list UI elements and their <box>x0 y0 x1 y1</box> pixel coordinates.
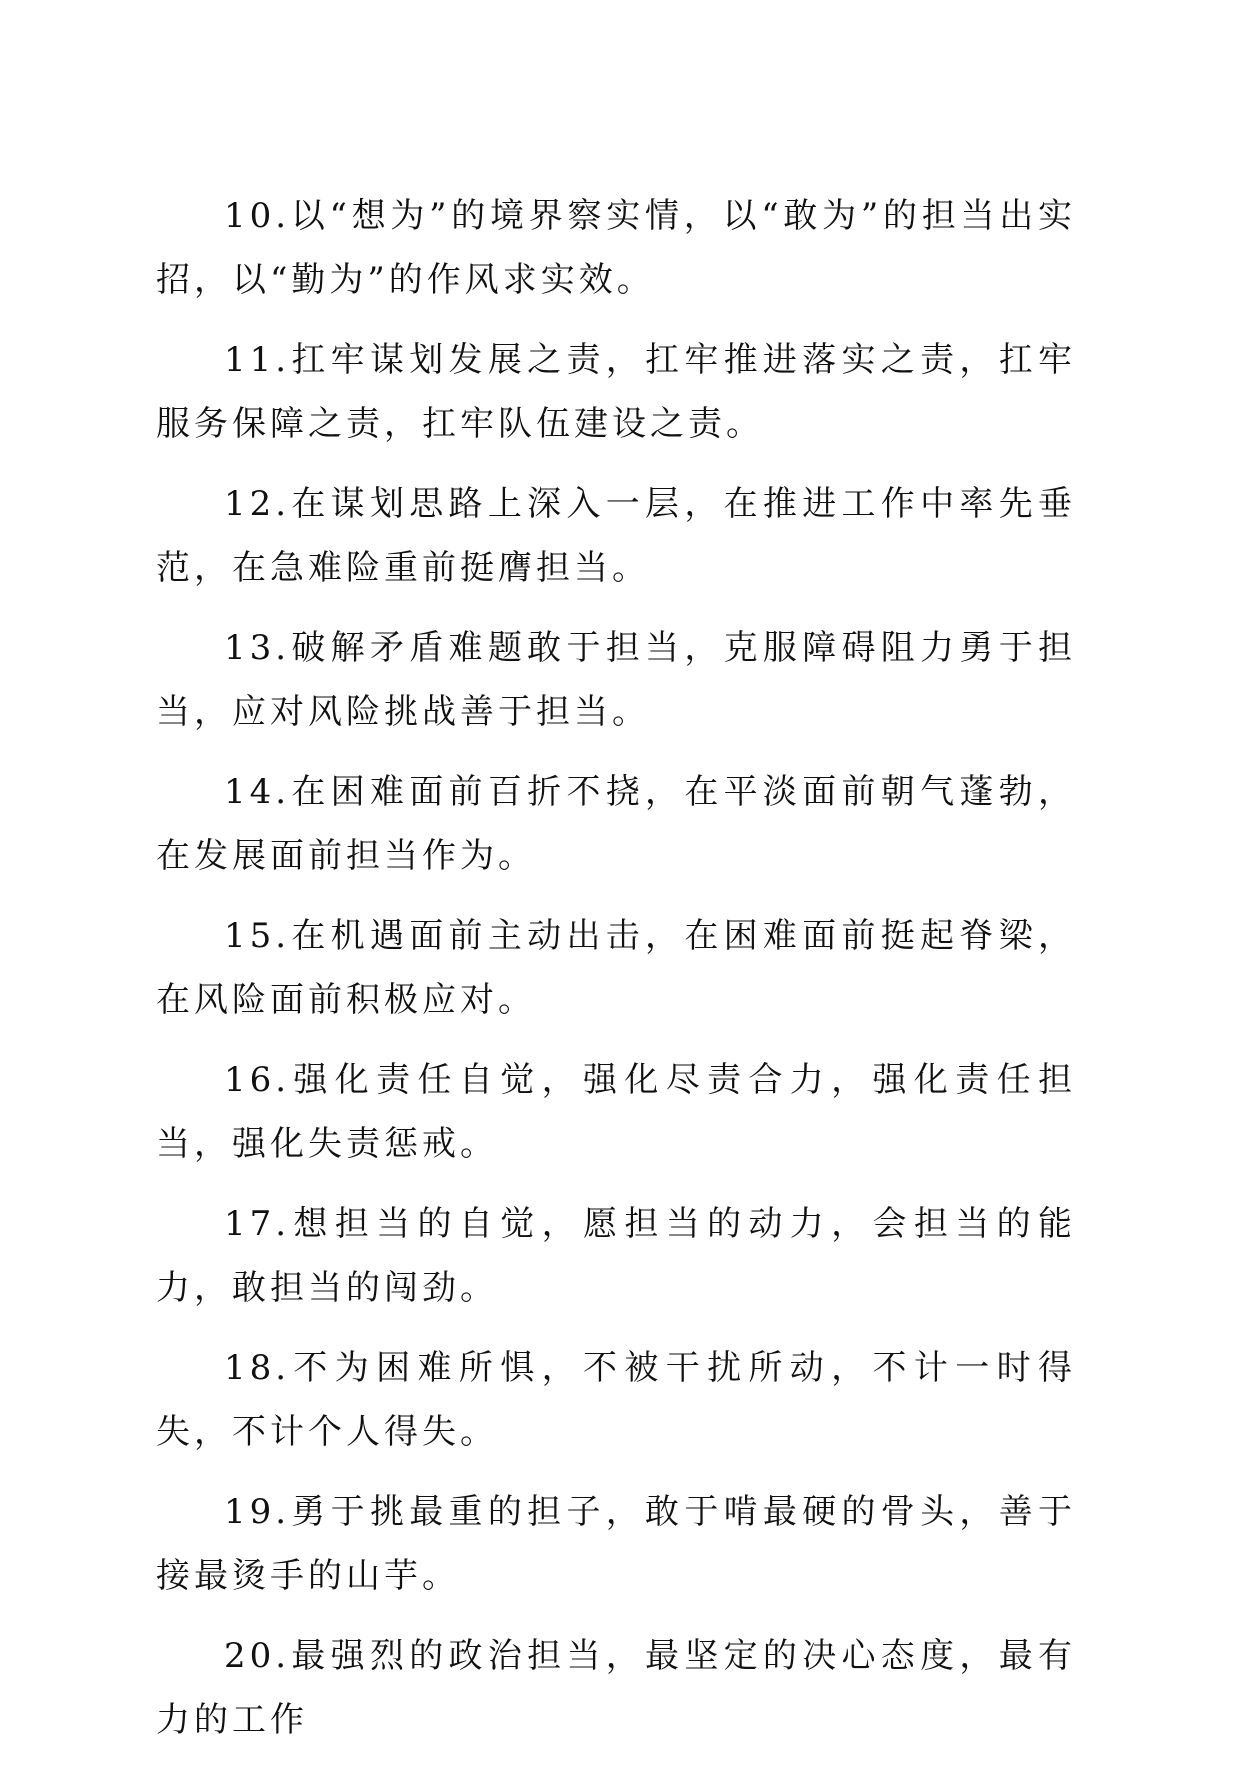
paragraph-19: 19.勇于挑最重的担子，敢于啃最硬的骨头，善于接最烫手的山芋。 <box>156 1492 1076 1596</box>
paragraph-16: 16.强化责任自觉，强化尽责合力，强化责任担当，强化失责惩戒。 <box>156 1060 1076 1164</box>
paragraph-12: 12.在谋划思路上深入一层，在推进工作中率先垂范，在急难险重前挺膺担当。 <box>156 484 1076 588</box>
paragraph-10: 10.以“想为”的境界察实情，以“敢为”的担当出实招，以“勤为”的作风求实效。 <box>156 196 1076 300</box>
paragraph-14: 14.在困难面前百折不挠，在平淡面前朝气蓬勃，在发展面前担当作为。 <box>156 772 1076 876</box>
paragraph-13: 13.破解矛盾难题敢于担当，克服障碍阻力勇于担当，应对风险挑战善于担当。 <box>156 628 1076 732</box>
paragraph-11: 11.扛牢谋划发展之责，扛牢推进落实之责，扛牢服务保障之责，扛牢队伍建设之责。 <box>156 340 1076 444</box>
paragraph-17: 17.想担当的自觉，愿担当的动力，会担当的能力，敢担当的闯劲。 <box>156 1204 1076 1308</box>
paragraph-20: 20.最强烈的政治担当，最坚定的决心态度，最有力的工作 <box>156 1636 1076 1740</box>
document-body <box>156 184 1076 1768</box>
paragraph-15: 15.在机遇面前主动出击，在困难面前挺起脊梁，在风险面前积极应对。 <box>156 916 1076 1020</box>
paragraph-18: 18.不为困难所惧，不被干扰所动，不计一时得失，不计个人得失。 <box>156 1348 1076 1452</box>
